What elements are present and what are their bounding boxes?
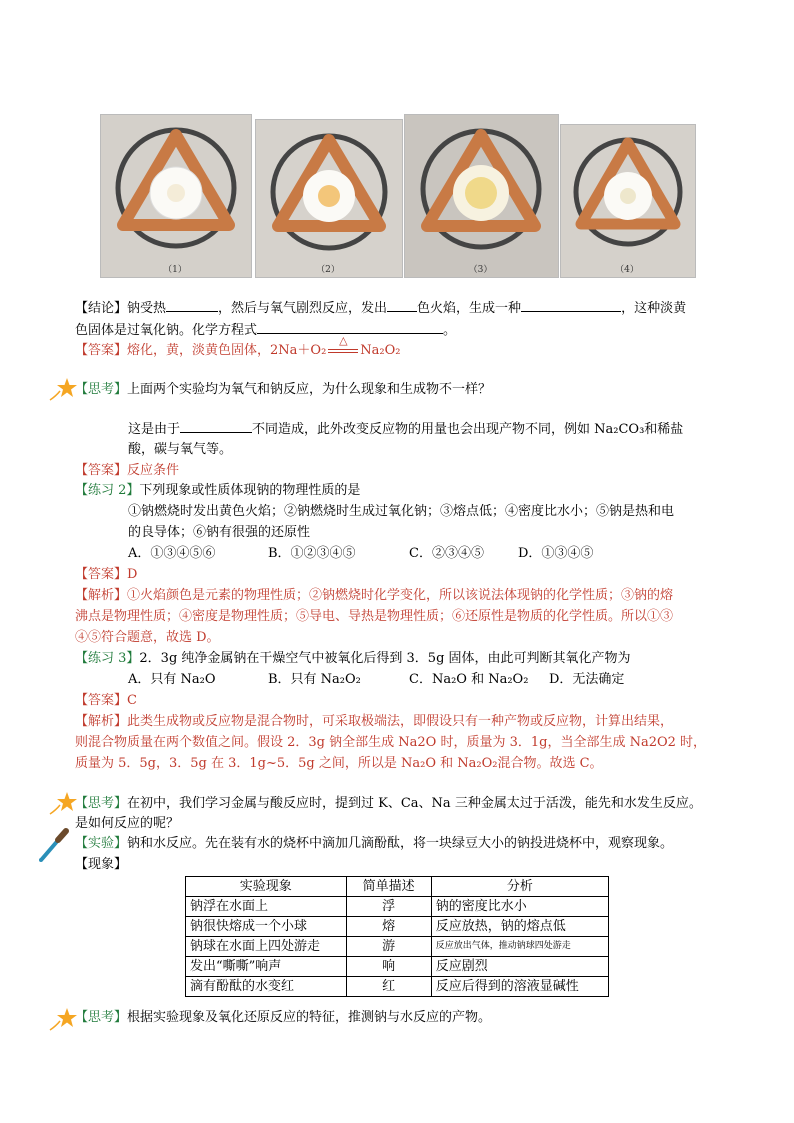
photo-4 — [560, 124, 696, 278]
exercise-2-option-c: C．②③④⑤ — [409, 546, 484, 561]
flame — [465, 177, 497, 209]
conclusion-line-2: 色固体是过氧化钠。化学方程式 。 — [75, 320, 456, 340]
exercise-2-option-a: A．①③④⑤⑥ — [128, 546, 216, 561]
photo-2 — [255, 119, 403, 278]
table-header-row — [186, 877, 609, 897]
table-row: 钠浮在水面上 浮 钠的密度比水小 — [186, 897, 609, 917]
table-row: 钠球在水面上四处游走 游 反应放出气体，推动钠球四处游走 — [186, 937, 609, 957]
star-icon — [48, 376, 78, 402]
conclusion-line-1: 【结论】钠受热 ，然后与氧气剧烈反应，发出 色火焰，生成一种 ，这种淡黄 — [75, 298, 686, 318]
table-header: 简单描述 — [346, 877, 431, 897]
think-2-line-2: 是如何反应的呢？ — [75, 816, 180, 831]
phenomenon-label: 【现象】 — [75, 857, 128, 872]
analysis-2-line-1: 【解析】此类生成物或反应物是混合物时，可采取极端法，即假设只有一种产物或反应物，计算出结果， — [75, 714, 674, 729]
exercise-2-option-b: B．①②③④⑤ — [268, 546, 356, 561]
exercise-3-option-b: B．只有 Na₂O₂ — [268, 672, 361, 687]
burner-illustration — [101, 115, 251, 277]
reason-line-1: 这是由于 不同造成，此外改变反应物的用量也会出现产物不同，例如 Na₂CO₃和稀盐 — [128, 419, 683, 439]
burner-illustration — [256, 120, 402, 277]
burner-illustration — [561, 125, 695, 277]
think-1: 【思考】上面两个实验均为氧气和钠反应，为什么现象和生成物不一样？ — [75, 382, 492, 397]
analysis-1-line-3: ④⑤符合题意，故选 D。 — [75, 630, 220, 645]
photo-caption: （2） — [316, 265, 340, 275]
answer-label: 【答案】 — [75, 343, 128, 358]
photo-1 — [100, 114, 252, 278]
table-row: 滴有酚酞的水变红 红 反应后得到的溶液显碱性 — [186, 977, 609, 997]
exercise-3-option-a: A．只有 Na₂O — [128, 672, 216, 687]
flame — [620, 188, 636, 204]
think-3: 【思考】根据实验现象及氧化还原反应的特征，推测钠与水反应的产物。 — [75, 1010, 492, 1025]
analysis-1-line-1: 【解析】①火焰颜色是元素的物理性质；②钠燃烧时化学变化，所以该说法体现钠的化学性质；③钠的熔 — [75, 588, 674, 603]
exercise-2-line-1: ①钠燃烧时发出黄色火焰；②钠燃烧时生成过氧化钠；③熔点低；④密度比水小；⑤钠是热和电 — [128, 504, 675, 519]
phenomenon-table — [185, 876, 609, 997]
analysis-1-line-2: 沸点是物理性质；④密度是物理性质；⑤导电、导热是物理性质；⑥还原性是物质的化学性质。所以①③ — [75, 609, 674, 624]
answer-2: 【答案】反应条件 — [75, 463, 180, 478]
table-header: 实验现象 — [186, 877, 347, 897]
exercise-2-line-2: 的良导体；⑥钠有很强的还原性 — [128, 525, 311, 540]
photo-caption: （3） — [468, 265, 493, 275]
photo-caption: （1） — [163, 265, 187, 275]
answer-3: 【答案】D — [75, 567, 138, 582]
burner-illustration — [405, 115, 558, 277]
exercise-3-stem: 【练习 3】2．3g 纯净金属钠在干燥空气中被氧化后得到 3．5g 固体，由此可判断其氧化产物为 — [75, 651, 631, 666]
heat-symbol: △ — [339, 334, 348, 347]
photo-caption: （4） — [615, 265, 639, 275]
analysis-2-line-3: 质量为 5．5g，3．5g 在 3．1g~5．5g 之间，所以是 Na₂O 和 Na₂O₂混合物。故选 C。 — [75, 756, 603, 771]
conclusion-label: 【结论】 — [75, 301, 128, 316]
reason-line-2: 酸，碳与氧气等。 — [128, 442, 233, 457]
exercise-label: 【练习 2】 — [75, 483, 140, 498]
answer-1: 【答案】熔化，黄，淡黄色固体，2Na＋O₂ △ Na₂O₂ — [75, 334, 401, 358]
experiment: 【实验】钠和水反应。先在装有水的烧杯中滴加几滴酚酞，将一块绿豆大小的钠投进烧杯中，观察现象。 — [75, 836, 674, 851]
star-icon — [48, 790, 78, 816]
think-2-line-1: 【思考】在初中，我们学习金属与酸反应时，提到过 K、Ca、Na 三种金属太过于活泼，能先和水发生反应。 — [75, 796, 702, 811]
exercise-3-option-c: C．Na₂O 和 Na₂O₂ — [409, 672, 529, 687]
exercise-3-option-d: D．无法确定 — [549, 672, 625, 687]
photo-3 — [404, 114, 559, 278]
table-row: 钠很快熔成一个小球 熔 反应放热，钠的熔点低 — [186, 917, 609, 937]
flame — [318, 185, 340, 207]
analysis-2-line-2: 则混合物质量在两个数值之间。假设 2．3g 钠全部生成 Na2O 时，质量为 3．1g，当全部生成 Na2O2 时， — [75, 735, 707, 750]
exercise-2-option-d: D．①③④⑤ — [518, 546, 594, 561]
table-row: 发出“嘶嘶”响声 响 反应剧烈 — [186, 957, 609, 977]
star-icon — [48, 1006, 78, 1032]
table-header: 分析 — [431, 877, 608, 897]
flame — [167, 184, 185, 202]
answer-4: 【答案】C — [75, 693, 137, 708]
dropper-icon — [38, 826, 72, 862]
exercise-2-stem: 【练习 2】下列现象或性质体现钠的物理性质的是 — [75, 483, 361, 498]
think-label: 【思考】 — [75, 382, 128, 397]
